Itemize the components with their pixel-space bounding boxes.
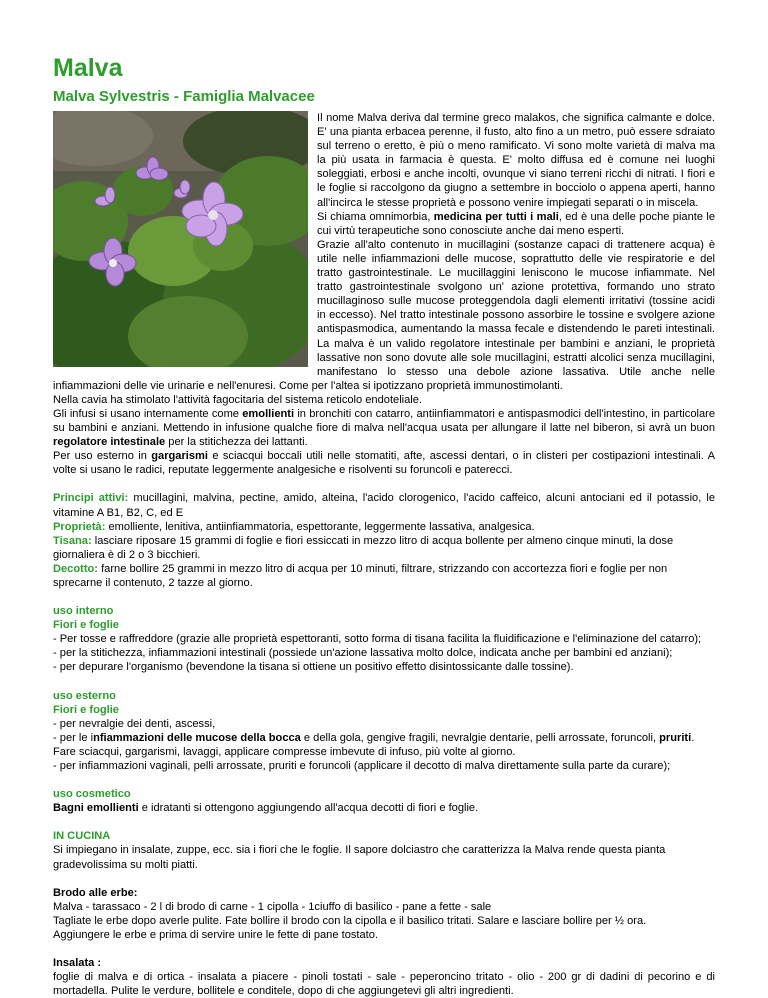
principi-attivi	[53, 491, 715, 519]
brodo-line: Aggiungere le erbe e prima di servire unire le fette di pane tostato.	[53, 928, 378, 941]
text-run: per la stitichezza dei lattanti.	[165, 436, 308, 449]
page-subtitle: Malva Sylvestris - Famiglia Malvacee	[53, 88, 315, 105]
page-title: Malva	[53, 54, 123, 82]
uso-interno-item: - Per tosse e raffreddore (grazie alle proprietà espettoranti, sotto forma di tisana facilita la fluidificazione e l'eliminazione del catarro);	[53, 633, 702, 646]
text-bold: gargarismi	[151, 450, 208, 463]
proprieta	[53, 520, 715, 534]
text-run: mucillagini, malvina, pectine, amido, alteina, l'acido clorogenico, l'acido caffeico, alcuni antociani ed il potassio, le vitamine A B1, B2, C, ed E	[53, 492, 715, 519]
text-run: in bronchiti con catarro, antiinfiammatori e antispasmodici dell'intestino, in particolare su bambini e anziani. Mettendo in infusione qualche fiore di malva nell'acqua usata per allungare il latte nel biberon, si avrà un buon	[53, 407, 715, 435]
text-bold: Brodo alle erbe:	[53, 886, 138, 899]
text-run: e idratanti si ottengono aggiungendo all'acqua decotti di fiori e foglie.	[138, 802, 479, 815]
uso-esterno-line: Fare sciacqui, gargarismi, lavaggi, applicare compresse imbevute di infuso, più volte al giorno.	[53, 745, 516, 758]
label-principi: Principi attivi:	[53, 492, 129, 505]
text-run: Gli infusi si usano internamente come	[53, 407, 243, 420]
text-run: e della gola, gengive fragili, nevralgie dentarie, pelli arrossate, foruncoli,	[300, 731, 660, 744]
text-bold: pruriti	[659, 731, 692, 744]
text-run: farne bollire 25 grammi in mezzo litro di acqua per 10 minuti, filtrare, strizzando con accortezza fiori e foglie per non sprecarne il contenuto, 2 tazze al giorno.	[53, 562, 668, 589]
cucina-heading: IN CUCINA	[53, 830, 111, 843]
insalata-heading	[53, 956, 715, 970]
text-run: , ed è una delle poche piante le cui virtù terapeutiche sono conosciute anche dai meno esperti.	[317, 210, 715, 237]
uso-cosmetico-text	[53, 801, 715, 815]
text-bold: Bagni emollienti	[53, 802, 139, 815]
article-body	[53, 111, 715, 998]
text-bold: emollienti	[242, 407, 295, 420]
decotto	[53, 562, 715, 590]
cucina-text: Si impiegano in insalate, zuppe, ecc. sia i fiori che le foglie. Il sapore dolciastro che caratterizza la Malva rende questa pianta gradevolissima su molti piatti.	[53, 844, 666, 871]
malva-photo	[53, 111, 308, 367]
intro-paragraph-4: Nella cavia ha stimolato l'attività fagocitaria del sistema reticolo endoteliale.	[53, 393, 423, 406]
malva-plant-image	[53, 111, 308, 367]
text-run: Si chiama omnimorbia,	[317, 210, 434, 223]
uso-interno-item: - per depurare l'organismo (bevendone la tisana si ottiene un positivo effetto disintossicante dalle tossine).	[53, 661, 574, 674]
insalata-text: foglie di malva e di ortica - insalata a piacere - pinoli tostati - sale - peperoncino tritato - olio - 200 gr di dadini di pecorino e di mortadella. Pulite le verdure, bollitele e conditele, dopo di che aggiungetevi gli altri ingredienti.	[53, 971, 715, 998]
text-bold: nfiammazioni delle mucose della bocca	[93, 731, 301, 744]
text-run: Per uso esterno in	[53, 450, 152, 463]
uso-esterno-line: - per infiammazioni vaginali, pelli arrossate, pruriti e foruncoli (applicare il decotto di malva direttamente sulla parte da curare);	[53, 760, 671, 773]
text-bold: Insalata :	[53, 956, 102, 969]
uso-interno-heading: uso interno	[53, 605, 114, 618]
text-run: emolliente, lenitiva, antiinfiammatoria, espettorante, leggermente lassativa, analgesica.	[105, 520, 535, 533]
uso-interno-item: - per la stitichezza, infiammazioni intestinali (possiede un'azione lassativa molto dolce, indicata anche per bambini ed anziani);	[53, 647, 673, 660]
uso-interno-sub: Fiori e foglie	[53, 619, 119, 632]
text-bold: medicina per tutti i mali	[433, 210, 559, 223]
label-proprieta: Proprietà:	[53, 520, 106, 533]
uso-esterno-line: - per nevralgie dei denti, ascessi,	[53, 717, 216, 730]
brodo-heading	[53, 886, 715, 900]
brodo-line: Tagliate le erbe dopo averle pulite. Fate bollire il brodo con la cipolla e il basilico tritati. Salare e lasciare bollire per ½ ora.	[53, 914, 647, 927]
intro-paragraph-3: Grazie all'alto contenuto in mucillagini (sostanze capaci di trattenere acqua) è utile nelle infiammazioni delle mucose, soprattutto delle vie respiratorie e del tratto gastrointestinale. Le mucillaggini leniscono le mucose infiammate. Nel tratto gastrointestinale svolgono un' azione protettiva, formando uno strato mucillaginoso sulle mucose proteggendola dagli elementi irritativi (tossine acidi in eccesso). Nel tratto intestinale possono assorbire le tossine e svolgere azione antispasmodica, aumentando la massa fecale e distendendo le pareti intestinali. La malva è un valido regolatore intestinale per bambini e anziani, le proprietà lassative non sono dovute alle sole mucillagini, estratti alcolici senza mucillagini, manifestano lo stesso una debole azione lassativa. Utile anche nelle infiammazioni delle vie urinarie e nell'enuresi. Come per l'altea si ipotizzano proprietà immunostimolanti.	[53, 238, 715, 392]
intro-paragraph-5	[53, 407, 715, 449]
intro-paragraph-6	[53, 449, 715, 477]
text-run: .	[691, 731, 695, 744]
uso-cosmetico-heading: uso cosmetico	[53, 788, 131, 801]
tisana	[53, 534, 715, 562]
text-run: lasciare riposare 15 grammi di foglie e fiori essiccati in mezzo litro di acqua bollente per almeno cinque minuti, la dose giornaliera è di 2 o 3 bicchieri.	[53, 534, 674, 561]
uso-esterno-heading: uso esterno	[53, 689, 116, 702]
text-run: - per le i	[53, 731, 94, 744]
text-run: e sciacqui boccali utili nelle stomatiti, afte, ascessi dentari, o in clisteri per costipazioni intestinali. A volte si usano le radici, reputate leggermente analgesiche e risolventi su foruncoli e paterecci.	[53, 450, 715, 477]
label-tisana: Tisana:	[53, 534, 92, 547]
text-bold: regolatore intestinale	[53, 436, 166, 449]
intro-paragraph-1: Il nome Malva deriva dal termine greco malakos, che significa calmante e dolce. E' una pianta erbacea perenne, il fusto, alto fino a un metro, può essere sdraiato sul terreno o eretto, è più o meno ramificato. Vi sono molte varietà di malva ma la più usata in farmacia è questa. E' molto diffusa ed è comune nei luoghi soleggiati, erbosi e anche incolti, ovunque vi siano terreni ricchi di nitrati. I fiori e le foglie si raccolgono da giugno a settembre in bocciolo o appena aperti, hanno all'incirca le stesse proprietà e possono venire impiegati separati o in miscela.	[317, 112, 715, 209]
label-decotto: Decotto:	[53, 562, 98, 575]
brodo-ingredients: Malva - tarassaco - 2 l di brodo di carne - 1 cipolla - 1ciuffo di basilico - pane a fette - sale	[53, 900, 492, 913]
uso-esterno-line	[53, 731, 715, 745]
uso-esterno-sub: Fiori e foglie	[53, 703, 119, 716]
